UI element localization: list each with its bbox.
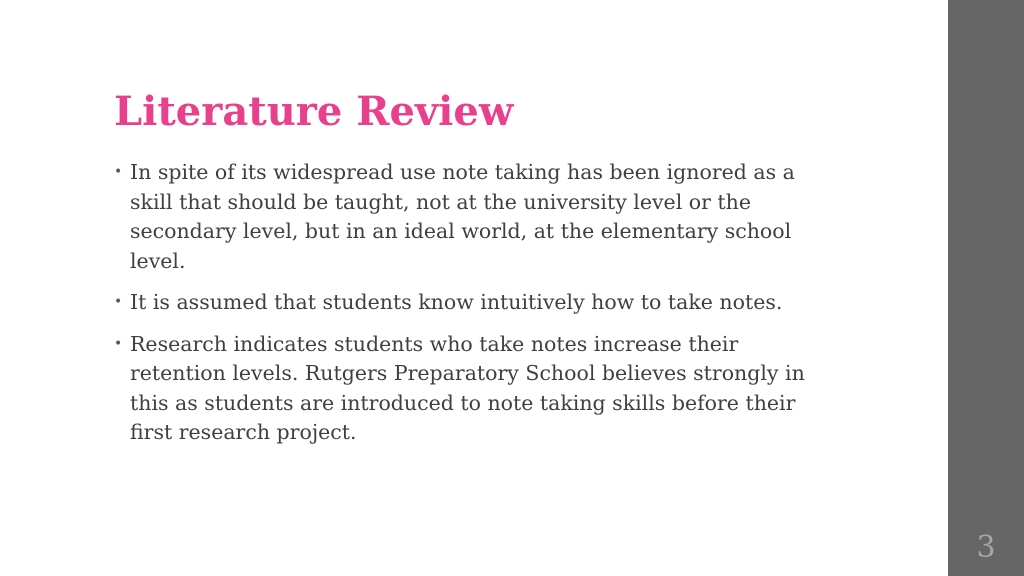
bullet-icon: • <box>114 335 123 352</box>
bullet-item <box>114 158 824 276</box>
bullet-item <box>114 288 824 318</box>
bullet-text: In spite of its widespread use note taking has been ignored as a skill that should be taught, not at the university level or the secondary level, but in an ideal world, at the elementary school level. <box>130 160 795 273</box>
bullet-item <box>114 330 824 448</box>
right-sidebar <box>948 0 1024 576</box>
page-number: 3 <box>976 530 996 565</box>
bullet-text: Research indicates students who take notes increase their retention levels. Rutgers Preparatory School believes strongly in this as students are introduced to note taking skills before their first research project. <box>130 331 805 444</box>
bullet-list <box>114 158 824 460</box>
bullet-text: It is assumed that students know intuitively how to take notes. <box>130 290 783 314</box>
bullet-icon: • <box>114 294 123 310</box>
bullet-icon: • <box>114 164 123 180</box>
slide-title: Literature Review <box>114 88 514 135</box>
